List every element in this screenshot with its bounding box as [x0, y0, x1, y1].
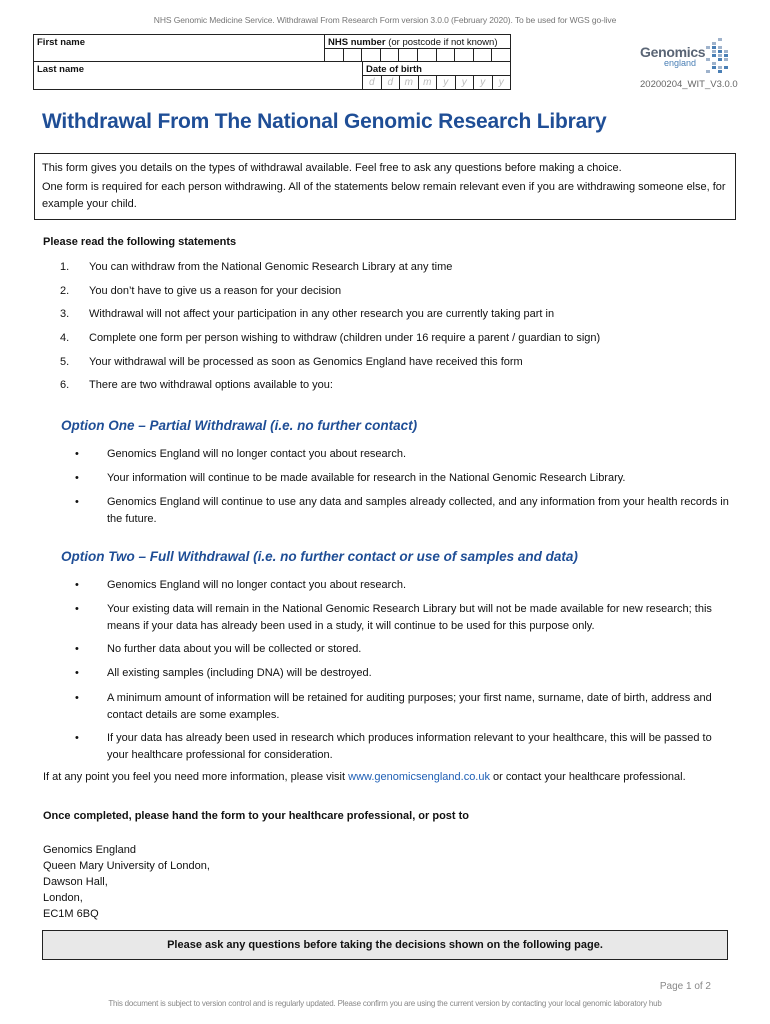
version-code: 20200204_WIT_V3.0.0 [640, 79, 738, 90]
footer-note: This document is subject to version control and is regularly updated. Please confirm you are using the current version by contacting your local genomic laboratory hub [108, 999, 662, 1008]
nhs-number-field[interactable] [324, 34, 511, 62]
intro-box [34, 153, 736, 220]
date-of-birth-boxes[interactable]: d d m m y y y y [363, 75, 510, 89]
last-name-field[interactable] [33, 61, 363, 90]
first-name-field[interactable] [33, 34, 325, 62]
intro-paragraph-1: This form gives you details on the types of withdrawal available. Feel free to ask any questions before making a choice. [42, 162, 622, 174]
page-title: Withdrawal From The National Genomic Research Library [42, 110, 607, 133]
website-link[interactable]: www.genomicsengland.co.uk [348, 771, 490, 783]
address-line: Genomics England [43, 844, 136, 856]
header-note: NHS Genomic Medicine Service. Withdrawal From Research Form version 3.0.0 (February 2020). To be used for WGS go-live [153, 15, 617, 25]
nhs-number-label: NHS number (or postcode if not known) [328, 37, 498, 48]
date-of-birth-label: Date of birth [366, 64, 422, 75]
last-name-label: Last name [37, 64, 84, 75]
questions-notice: Please ask any questions before taking the decisions shown on the following page. [42, 930, 728, 960]
dna-grid-icon [704, 36, 730, 76]
address-line: London, [43, 892, 83, 904]
address-line: Dawson Hall, [43, 876, 108, 888]
page-number: Page 1 of 2 [659, 981, 711, 992]
intro-paragraph-2: One form is required for each person withdrawing. All of the statements below remain relevant even if you are withdrawing someone else, for example your child. [42, 181, 726, 210]
date-of-birth-field[interactable] [362, 61, 511, 90]
option-one-title: Option One – Partial Withdrawal (i.e. no further contact) [61, 418, 418, 433]
logo-word: Genomics [640, 44, 706, 60]
statements-heading: Please read the following statements [43, 236, 237, 248]
nhs-number-boxes[interactable] [325, 48, 510, 61]
address-line: Queen Mary University of London, [43, 860, 210, 872]
post-heading: Once completed, please hand the form to your healthcare professional, or post to [43, 810, 470, 822]
logo-sub: england [664, 58, 697, 68]
genomics-england-logo [640, 36, 740, 80]
option-two-title: Option Two – Full Withdrawal (i.e. no further contact or use of samples and data) [61, 549, 578, 564]
postal-address [43, 842, 210, 922]
more-info-text: If at any point you feel you need more information, please visit www.genomicsengland.co.uk or contact your healthcare professional. [43, 771, 686, 783]
address-line: EC1M 6BQ [43, 908, 99, 920]
first-name-label: First name [37, 37, 86, 48]
